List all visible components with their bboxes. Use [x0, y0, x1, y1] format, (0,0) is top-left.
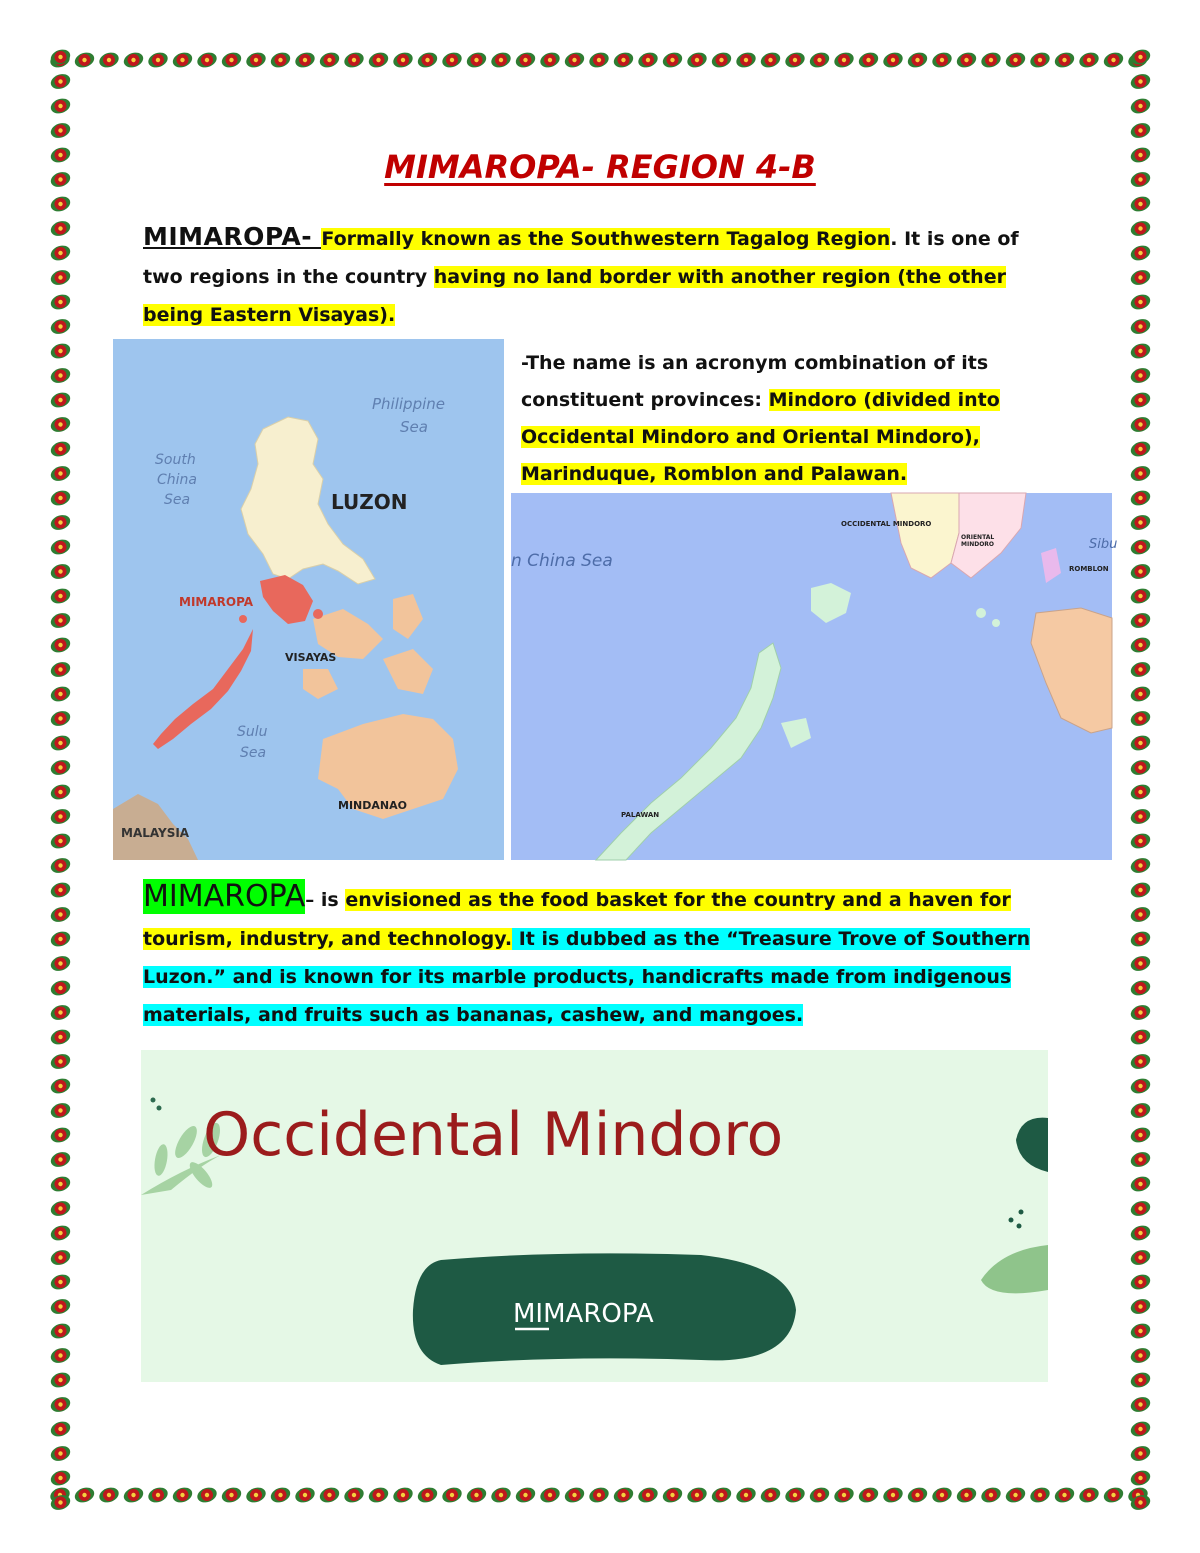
svg-text:China: China [157, 472, 197, 488]
vision-highlight-yellow: envisioned as the food basket for the country and a haven for tourism, industry, and technology. [143, 889, 1011, 950]
map1-mimaropa-label: MIMAROPA [179, 595, 254, 609]
vision-paragraph [143, 878, 1068, 1034]
banner-pill-text [513, 1299, 654, 1329]
acronym-highlight: Mindoro (divided into Occidental Mindoro and Oriental Mindoro), Marinduque, Romblon and Palawan. [521, 389, 1000, 485]
map2-sibu-label: Sibu [1089, 537, 1118, 552]
vision-text: is [314, 889, 346, 911]
svg-text:Sea: Sea [240, 745, 267, 761]
page-title: MIMAROPA- REGION 4-B [384, 148, 816, 186]
svg-text:Sea: Sea [400, 418, 428, 436]
map2-china-sea-label: n China Sea [511, 551, 613, 571]
map1-visayas-label: VISAYAS [285, 651, 337, 664]
palawan-detail-map [511, 493, 1118, 860]
intro-highlight-1: Formally known as the Southwestern Tagalog Region [321, 228, 891, 250]
decorative-border-right [1128, 45, 1153, 1510]
svg-text:MINDORO: MINDORO [961, 541, 995, 548]
philippines-map [113, 339, 504, 860]
occidental-mindoro-banner [141, 1050, 1048, 1382]
banner-heading: Occidental Mindoro [203, 1100, 784, 1170]
intro-text: . It is one of two regions in the country [143, 228, 1019, 288]
decorative-border-top [48, 45, 1153, 75]
acronym-paragraph [521, 345, 1081, 493]
decorative-border-bottom [48, 1480, 1153, 1510]
map2-occidental-mindoro-label: OCCIDENTAL MINDORO [841, 520, 932, 528]
svg-text:Sea: Sea [164, 492, 191, 508]
map2-oriental-mindoro-label: ORIENTAL [961, 534, 995, 541]
banner-pill-prefix: MI [513, 1299, 544, 1329]
map1-philippine-sea-label: Philippine [372, 395, 446, 413]
map1-luzon-label: LUZON [331, 490, 408, 514]
vision-dash: – [305, 890, 315, 911]
map1-malaysia-label: MALAYSIA [121, 826, 190, 840]
acronym-text: -The name is an acronym combination of its constituent provinces: [521, 352, 989, 411]
decorative-border-left [48, 45, 73, 1510]
map2-palawan-label: PALAWAN [621, 811, 660, 819]
map2-romblon-label: ROMBLON [1069, 565, 1109, 573]
intro-paragraph [143, 218, 1063, 334]
intro-highlight-2: having no land border with another region (the other being Eastern Visayas). [143, 266, 1006, 326]
map1-sulu-sea-label: Sulu [237, 724, 268, 740]
banner-pill-rest: MAROPA [543, 1299, 654, 1329]
map1-mindanao-label: MINDANAO [338, 799, 407, 812]
vision-highlight-cyan: It is dubbed as the “Treasure Trove of Southern Luzon.” and is known for its marble products, handicrafts made from indigenous materials, and fruits such as bananas, cashew, and mangoes. [143, 928, 1031, 1026]
intro-term: MIMAROPA- [143, 222, 322, 251]
map1-south-china-sea-label: South [155, 452, 196, 468]
vision-term: MIMAROPA [143, 879, 306, 914]
